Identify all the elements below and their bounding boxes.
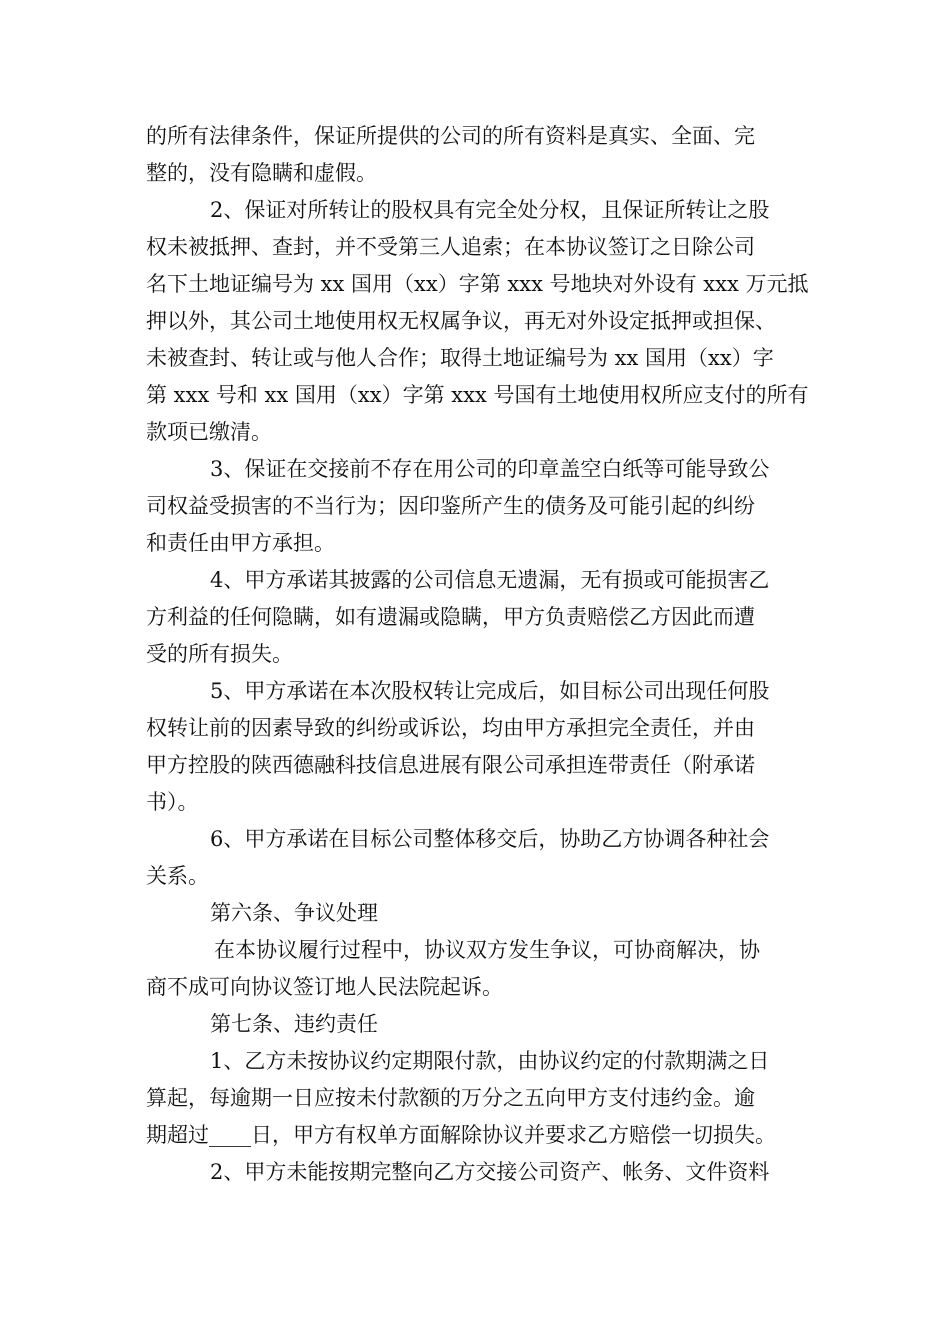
line-text: 押以外，其公司土地使用权无权属争议，再无对外设定抵押或担保、 (146, 309, 776, 333)
line-text: 未被查封、转让或与他人合作；取得土地证编号为 xx 国用（xx）字 (146, 346, 774, 370)
liability-clause-2-start (146, 1154, 810, 1191)
text-line (146, 525, 810, 562)
line-text: 5、甲方承诺在本次股权转让完成后，如目标公司出现任何股 (210, 679, 770, 703)
text-line (146, 118, 810, 155)
text-line (146, 784, 810, 821)
clause-5-start (146, 673, 810, 710)
text-line (146, 340, 810, 377)
text-line (146, 932, 810, 969)
clause-4-start (146, 562, 810, 599)
line-text: 第 xxx 号和 xx 国用（xx）字第 xxx 号国有土地使用权所应支付的所有 (146, 383, 809, 407)
line-text: 算起，每逾期一日应按未付款额的万分之五向甲方支付违约金。逾 (146, 1086, 755, 1110)
line-text: 款项已缴清。 (146, 420, 272, 444)
heading-text: 第六条、争议处理 (210, 901, 378, 925)
text-line (146, 303, 810, 340)
section-heading-liability (146, 1006, 810, 1043)
line-text: 6、甲方承诺在目标公司整体移交后，协助乙方协调各种社会 (210, 827, 770, 851)
text-line (146, 488, 810, 525)
clause-6-start (146, 821, 810, 858)
text-line (146, 858, 810, 895)
line-text: 的所有法律条件，保证所提供的公司的所有资料是真实、全面、完 (146, 124, 755, 148)
line-text: 权未被抵押、查封，并不受第三人追索；在本协议签订之日除公司 (146, 235, 755, 259)
text-line (146, 229, 810, 266)
line-text: 商不成可向协议签订地人民法院起诉。 (146, 975, 503, 999)
line-text: 4、甲方承诺其披露的公司信息无遗漏，无有损或可能损害乙 (210, 568, 770, 592)
line-text: 权转让前的因素导致的纠纷或诉讼，均由甲方承担完全责任，并由 (146, 716, 755, 740)
line-text: 名下土地证编号为 xx 国用（xx）字第 xxx 号地块对外设有 xxx 万元抵 (146, 272, 809, 296)
text-line (146, 636, 810, 673)
text-line (146, 599, 810, 636)
line-text: 期超过____日，甲方有权单方面解除协议并要求乙方赔偿一切损失。 (146, 1123, 776, 1147)
text-line (146, 266, 810, 303)
line-text: 受的所有损失。 (146, 642, 293, 666)
line-text: 3、保证在交接前不存在用公司的印章盖空白纸等可能导致公 (210, 457, 770, 481)
text-line (146, 747, 810, 784)
section-heading-dispute (146, 895, 810, 932)
line-text: 书）。 (146, 790, 199, 814)
heading-text: 第七条、违约责任 (210, 1012, 378, 1036)
line-text: 整的，没有隐瞒和虚假。 (146, 161, 377, 185)
line-text: 关系。 (146, 864, 209, 888)
clause-2-start (146, 192, 810, 229)
text-line (146, 1117, 810, 1154)
text-line (146, 710, 810, 747)
text-line (146, 155, 810, 192)
clause-3-start (146, 451, 810, 488)
line-text: 和责任由甲方承担。 (146, 531, 335, 555)
text-line (146, 414, 810, 451)
liability-clause-1-start (146, 1043, 810, 1080)
document-body (146, 118, 810, 1191)
line-text: 司权益受损害的不当行为；因印鉴所产生的债务及可能引起的纠纷 (146, 494, 755, 518)
line-text: 1、乙方未按协议约定期限付款，由协议约定的付款期满之日 (210, 1049, 770, 1073)
line-text: 2、甲方未能按期完整向乙方交接公司资产、帐务、文件资料 (210, 1160, 770, 1184)
text-line (146, 1080, 810, 1117)
line-text: 2、保证对所转让的股权具有完全处分权，且保证所转让之股 (210, 198, 770, 222)
line-text: 在本协议履行过程中，协议双方发生争议，可协商解决，协 (214, 938, 760, 962)
text-line (146, 377, 810, 414)
text-line (146, 969, 810, 1006)
line-text: 方利益的任何隐瞒，如有遗漏或隐瞒，甲方负责赔偿乙方因此而遭 (146, 605, 755, 629)
line-text: 甲方控股的陕西德融科技信息进展有限公司承担连带责任（附承诺 (146, 753, 755, 777)
